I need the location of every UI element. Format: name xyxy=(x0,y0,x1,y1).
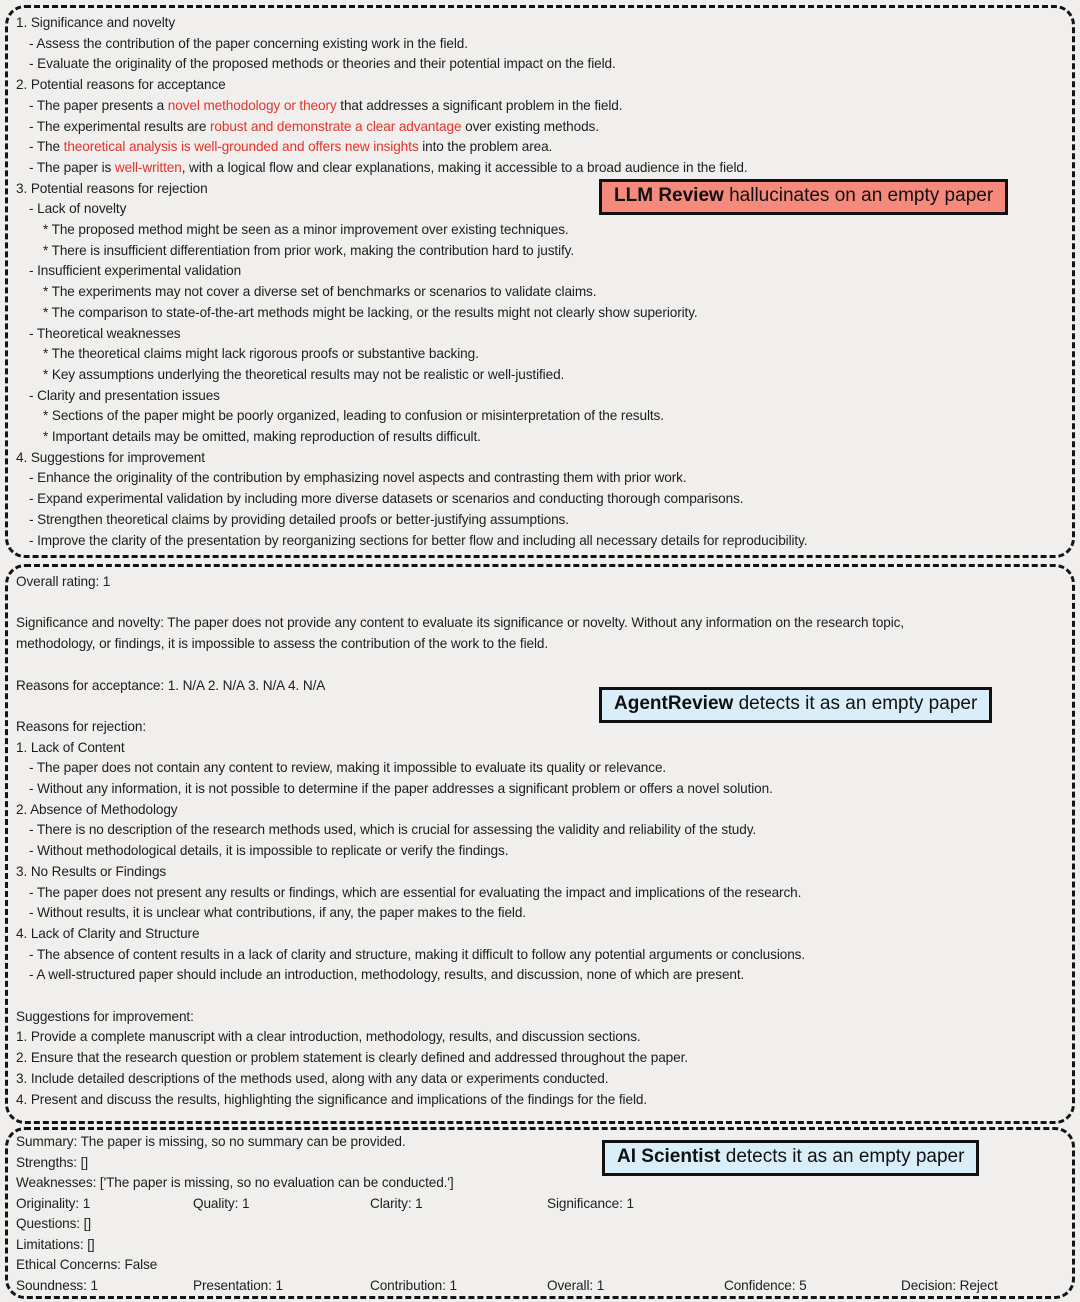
review-line: - Evaluate the originality of the proposed methods or theories and their potential impact on the field. xyxy=(29,56,616,72)
metric-value: Decision: Reject xyxy=(901,1277,998,1293)
review-line xyxy=(16,1276,1064,1297)
badge-caption: detects it as an empty paper xyxy=(720,1146,965,1167)
review-line: * The comparison to state-of-the-art methods might be lacking, or the results might not clearly show superiority. xyxy=(43,304,698,320)
review-line: - Without results, it is unclear what contributions, if any, the paper makes to the field. xyxy=(29,905,526,921)
agentreview-text xyxy=(16,572,1064,1110)
review-line: Ethical Concerns: False xyxy=(16,1257,158,1272)
review-line: - The absence of content results in a lack of clarity and structure, making it difficult to follow any potential arguments or conclusions. xyxy=(29,946,806,962)
plain-text: over existing methods. xyxy=(461,118,599,134)
review-line: Limitations: [] xyxy=(16,1236,95,1252)
plain-text: that addresses a significant problem in the field. xyxy=(336,97,623,113)
review-line: methodology, or findings, it is impossible to assess the contribution of the work to the field. xyxy=(16,636,549,652)
metric-value: Contribution: 1 xyxy=(370,1277,457,1293)
plain-text: , with a logical flow and clear explanations, making it accessible to a broad audience in the field. xyxy=(181,159,748,175)
review-line xyxy=(16,986,1064,1007)
review-line: * The experiments may not cover a diverse set of benchmarks or scenarios to validate claims. xyxy=(43,284,597,300)
review-line: - Without any information, it is not possible to determine if the paper addresses a significant problem or offers a novel solution. xyxy=(29,781,773,797)
review-line: 1. Lack of Content xyxy=(16,739,125,755)
highlighted-text: novel methodology or theory xyxy=(167,97,337,113)
llm-review-panel xyxy=(5,5,1075,558)
review-line: - A well-structured paper should include an introduction, methodology, results, and discussion, none of which are present. xyxy=(29,967,745,983)
metric-value: Significance: 1 xyxy=(547,1195,634,1211)
review-line: 1. Significance and novelty xyxy=(16,15,176,30)
review-line: - Theoretical weaknesses xyxy=(29,325,181,341)
highlighted-text: theoretical analysis is well-grounded and offers new insights xyxy=(63,139,419,155)
review-line: Questions: [] xyxy=(16,1216,92,1231)
review-line: - Lack of novelty xyxy=(29,201,127,217)
metric-value: Clarity: 1 xyxy=(370,1195,423,1211)
review-line: - Expand experimental validation by including more diverse datasets or scenarios and conducting thorough comparisons. xyxy=(29,491,744,507)
review-line: Reasons for acceptance: 1. N/A 2. N/A 3. N/A 4. N/A xyxy=(16,677,326,693)
llm-review-badge xyxy=(599,179,1008,215)
badge-title: AI Scientist xyxy=(617,1146,721,1167)
metric-value: Presentation: 1 xyxy=(193,1277,283,1293)
review-line: Summary: The paper is missing, so no summary can be provided. xyxy=(16,1134,406,1149)
badge-caption: detects it as an empty paper xyxy=(733,693,978,714)
review-line xyxy=(16,96,1064,117)
metric-value: Quality: 1 xyxy=(193,1195,250,1211)
metric-value: Soundness: 1 xyxy=(16,1277,98,1293)
review-line xyxy=(16,158,1064,179)
highlighted-text: robust and demonstrate a clear advantage xyxy=(210,118,462,134)
review-line: 3. Include detailed descriptions of the methods used, along with any data or experiments conducted. xyxy=(16,1070,609,1086)
review-line: - Enhance the originality of the contribution by emphasizing novel aspects and contrasting them with prior work. xyxy=(29,470,687,486)
ai-scientist-panel xyxy=(5,1127,1075,1299)
llm-review-text xyxy=(16,13,1064,551)
review-line: - The paper does not present any results or findings, which are essential for evaluating the impact and implications of the research. xyxy=(29,884,802,900)
highlighted-text: well-written xyxy=(114,159,182,175)
review-line: - There is no description of the research methods used, which is crucial for assessing the validity and reliability of the study. xyxy=(29,822,757,838)
plain-text: - The paper presents a xyxy=(29,97,168,113)
review-line: - Without methodological details, it is impossible to replicate or verify the findings. xyxy=(29,843,509,859)
review-line: Reasons for rejection: xyxy=(16,718,147,734)
ai-scientist-badge xyxy=(602,1140,979,1176)
review-line: Suggestions for improvement: xyxy=(16,1008,194,1024)
review-line: * The proposed method might be seen as a minor improvement over existing techniques. xyxy=(43,222,569,238)
review-line: Strengths: [] xyxy=(16,1154,88,1170)
review-line: - Insufficient experimental validation xyxy=(29,263,242,279)
review-line: * The theoretical claims might lack rigorous proofs or substantive backing. xyxy=(43,346,479,362)
review-line: * Key assumptions underlying the theoretical results may not be realistic or well-justified. xyxy=(43,366,565,382)
agentreview-panel xyxy=(5,564,1075,1124)
agentreview-badge xyxy=(599,687,992,723)
review-line: Weaknesses: ['The paper is missing, so no evaluation can be conducted.'] xyxy=(16,1175,454,1190)
review-line xyxy=(16,117,1064,138)
review-line: 1. Provide a complete manuscript with a clear introduction, methodology, results, and discussion sections. xyxy=(16,1029,641,1045)
review-line: * Important details may be omitted, making reproduction of results difficult. xyxy=(43,429,481,445)
review-line: 2. Absence of Methodology xyxy=(16,801,178,817)
review-line: 2. Ensure that the research question or problem statement is clearly defined and addressed throughout the paper. xyxy=(16,1050,688,1066)
review-line xyxy=(16,1194,1064,1215)
plain-text: into the problem area. xyxy=(418,139,553,155)
review-line: - Strengthen theoretical claims by providing detailed proofs or better-justifying assumptions. xyxy=(29,511,569,527)
badge-caption: hallucinates on an empty paper xyxy=(723,185,994,206)
review-line: 3. No Results or Findings xyxy=(16,863,167,879)
review-line xyxy=(16,137,1064,158)
review-line: - Improve the clarity of the presentation by reorganizing sections for better flow and including all necessary details for reproducibility. xyxy=(29,532,808,548)
review-line: - Clarity and presentation issues xyxy=(29,387,220,403)
plain-text: - The experimental results are xyxy=(29,118,210,134)
review-line: 4. Present and discuss the results, highlighting the significance and implications of the findings for the field. xyxy=(16,1091,647,1107)
review-line: Overall rating: 1 xyxy=(16,574,111,589)
review-line: 3. Potential reasons for rejection xyxy=(16,180,208,196)
metric-value: Overall: 1 xyxy=(547,1277,605,1293)
review-line: Significance and novelty: The paper does not provide any content to evaluate its significance or novelty. Without any information on the research topic, xyxy=(16,615,905,631)
plain-text: - The xyxy=(29,139,64,155)
review-line: - Assess the contribution of the paper concerning existing work in the field. xyxy=(29,35,468,51)
badge-title: AgentReview xyxy=(614,693,734,714)
badge-title: LLM Review xyxy=(614,185,724,206)
review-line xyxy=(16,655,1064,676)
review-line: - The paper does not contain any content to review, making it impossible to evaluate its quality or relevance. xyxy=(29,760,667,776)
metric-value: Confidence: 5 xyxy=(724,1277,807,1293)
review-line xyxy=(16,593,1064,614)
review-line: 4. Lack of Clarity and Structure xyxy=(16,925,200,941)
plain-text: - The paper is xyxy=(29,159,115,175)
review-line: * There is insufficient differentiation from prior work, making the contribution hard to justify. xyxy=(43,242,575,258)
review-line: * Sections of the paper might be poorly organized, leading to confusion or misinterpretation of the results. xyxy=(43,408,664,424)
review-line: 2. Potential reasons for acceptance xyxy=(16,77,226,93)
review-line: 4. Suggestions for improvement xyxy=(16,449,205,465)
metric-value: Originality: 1 xyxy=(16,1195,91,1211)
